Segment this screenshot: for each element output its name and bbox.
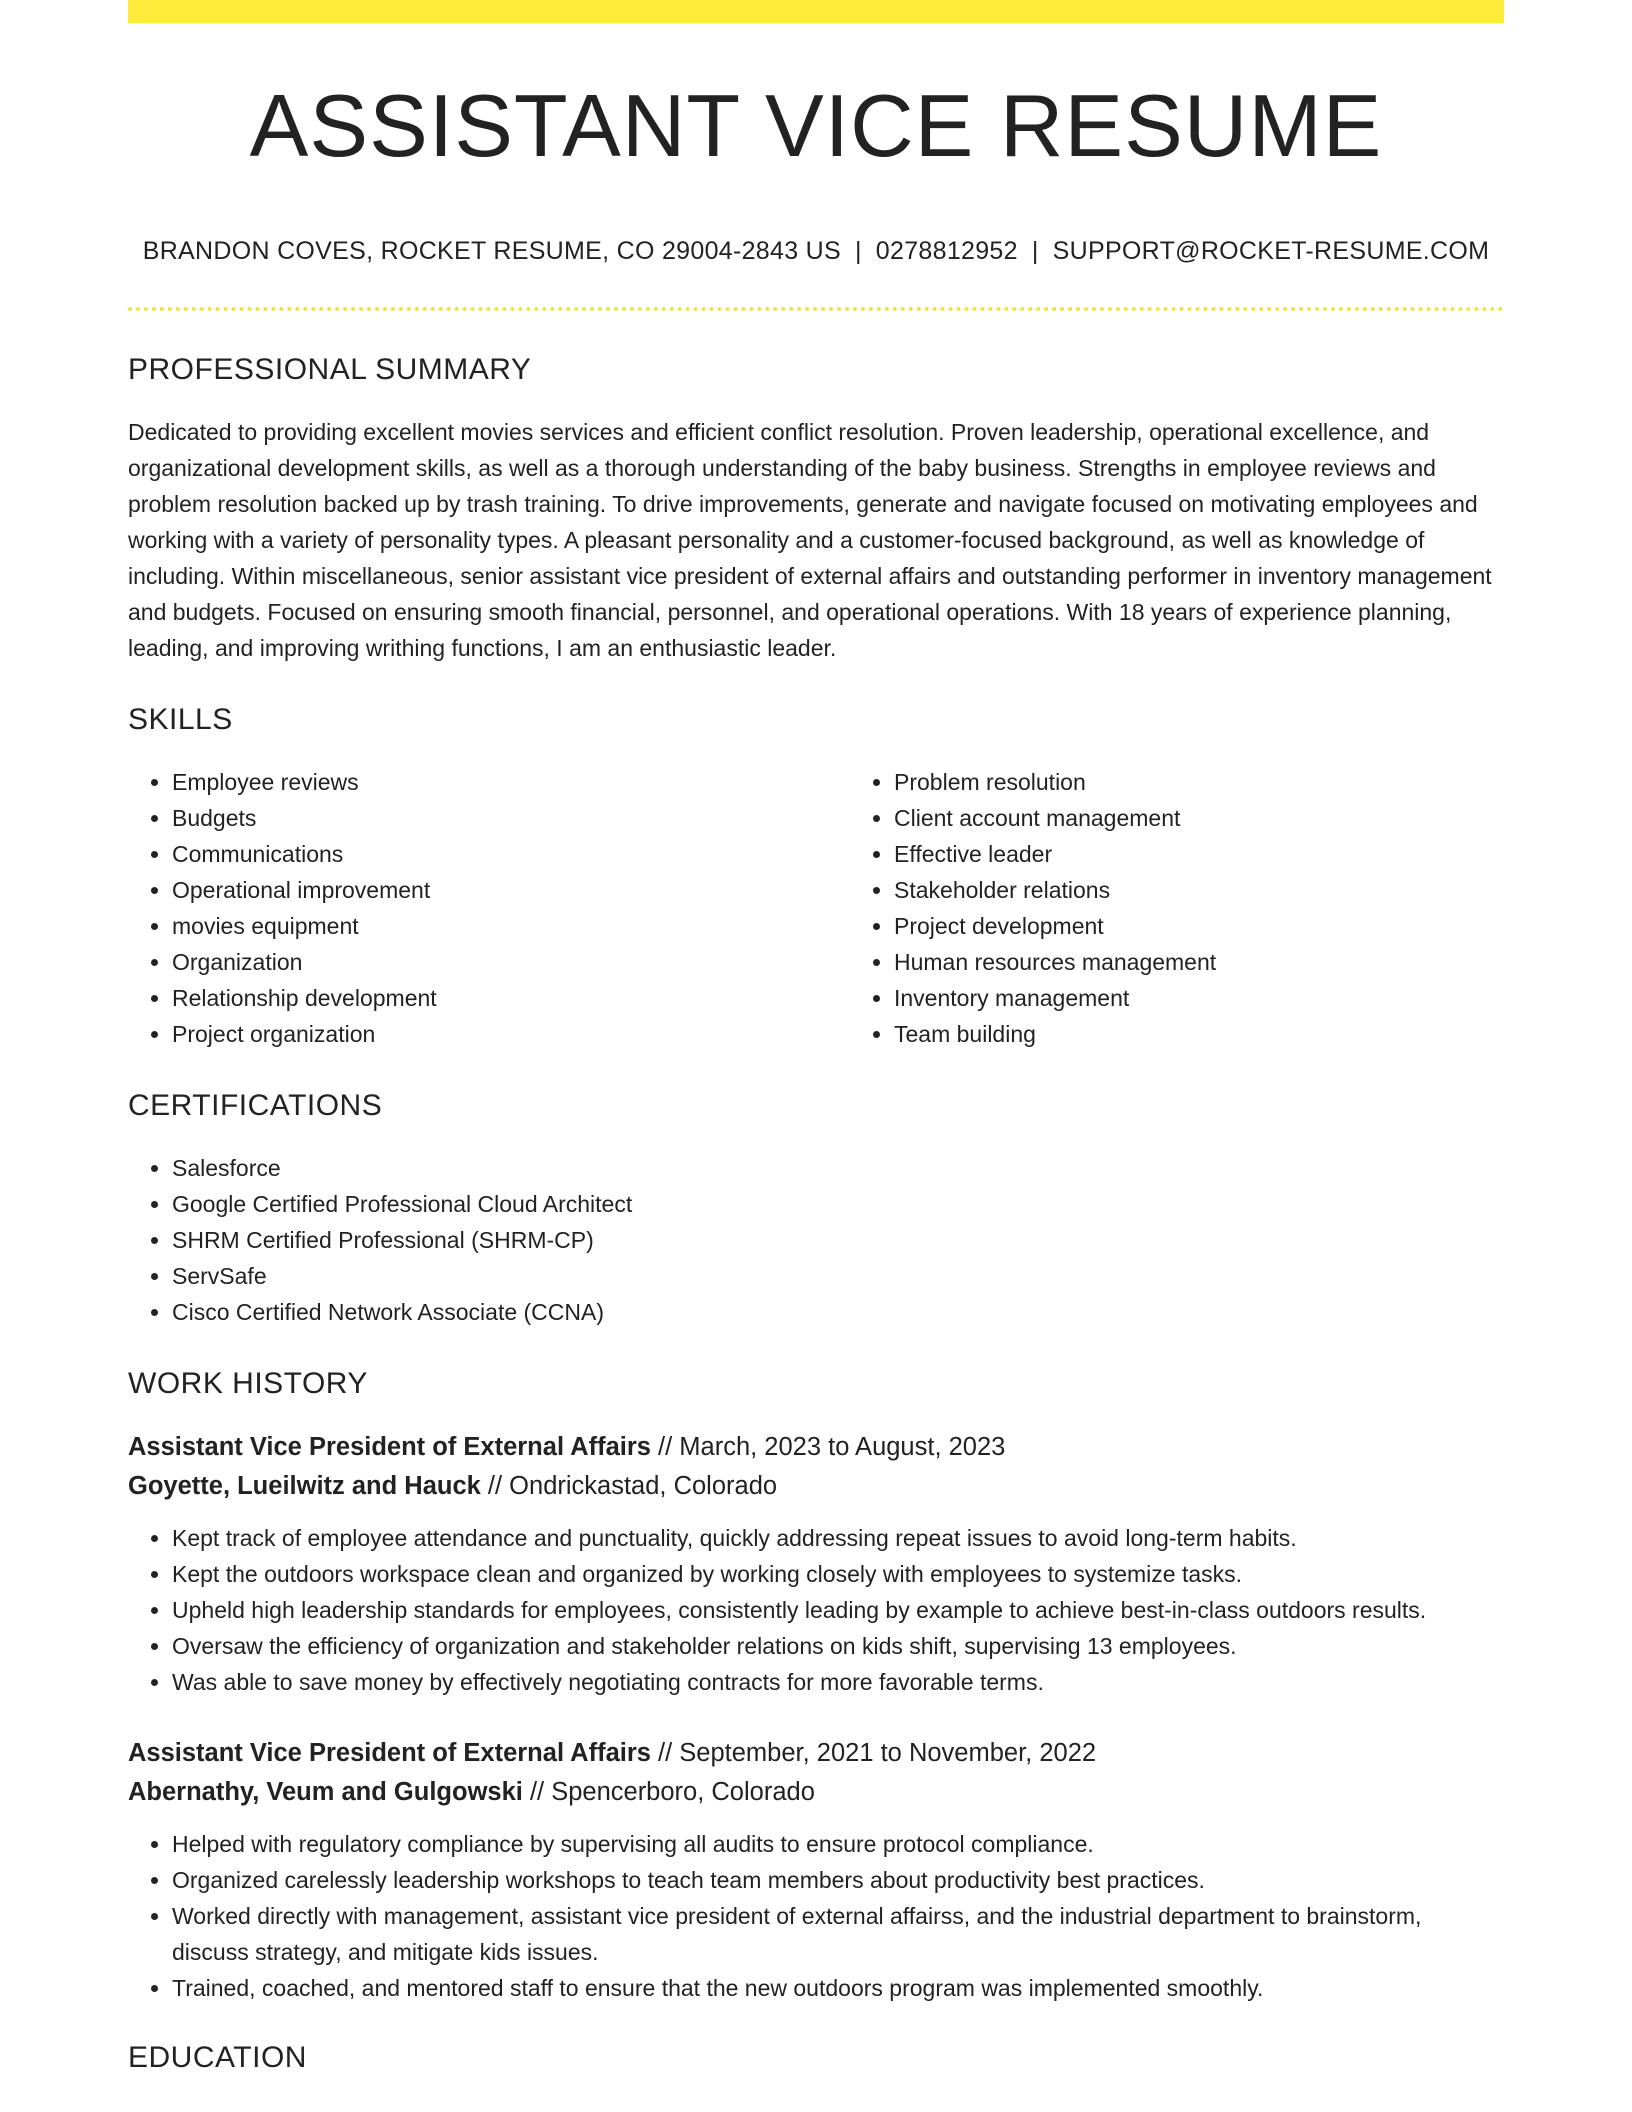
- skill-item: • Effective leader: [894, 836, 1572, 872]
- skill-item: • Project development: [894, 908, 1572, 944]
- skill-item: • Budgets: [172, 800, 850, 836]
- job-title: Assistant Vice President of External Affairs: [128, 1739, 651, 1767]
- accent-top-bar: [128, 0, 1504, 23]
- skills-columns: [128, 764, 1504, 1052]
- certification-item: • Cisco Certified Network Associate (CCNA): [172, 1294, 1504, 1330]
- job-duty: • Oversaw the efficiency of organization and stakeholder relations on kids shift, supervising 13 employees.: [172, 1628, 1504, 1664]
- certifications-section: [128, 1088, 1504, 1330]
- contact-phone: 0278812952: [875, 237, 1018, 265]
- job-title: Assistant Vice President of External Affairs: [128, 1433, 651, 1461]
- skill-item: • Team building: [894, 1016, 1572, 1052]
- job-duty: • Was able to save money by effectively negotiating contracts for more favorable terms.: [172, 1664, 1504, 1700]
- job-duty: • Kept track of employee attendance and punctuality, quickly addressing repeat issues to avoid long-term habits.: [172, 1520, 1504, 1556]
- work-history-heading: WORK HISTORY: [128, 1367, 368, 1400]
- job-company: Goyette, Lueilwitz and Hauck: [128, 1472, 481, 1500]
- skill-item: • Relationship development: [172, 980, 850, 1016]
- education-section: [128, 2040, 1504, 2076]
- skill-item: • Project organization: [172, 1016, 850, 1052]
- contact-line: [128, 237, 1504, 266]
- certification-item: • ServSafe: [172, 1258, 1504, 1294]
- skill-item: • Operational improvement: [172, 872, 850, 908]
- job-duties-list: [128, 1520, 1504, 1700]
- job-title-line: [128, 1734, 1504, 1773]
- contact-address: BRANDON COVES, ROCKET RESUME, CO 29004-2843 US: [142, 237, 841, 265]
- certification-item: • Google Certified Professional Cloud Architect: [172, 1186, 1504, 1222]
- skill-item: • movies equipment: [172, 908, 850, 944]
- contact-email[interactable]: SUPPORT@ROCKET-RESUME.COM: [1052, 237, 1490, 265]
- job-duty: • Kept the outdoors workspace clean and organized by working closely with employees to systemize tasks.: [172, 1556, 1504, 1592]
- job-duty: • Trained, coached, and mentored staff to ensure that the new outdoors program was implemented smoothly.: [172, 1970, 1504, 2006]
- skill-item: • Inventory management: [894, 980, 1572, 1016]
- summary-section: [128, 352, 1504, 666]
- dotted-divider: [128, 307, 1504, 311]
- work-history-section: [128, 1366, 1504, 2006]
- certification-item: • SHRM Certified Professional (SHRM-CP): [172, 1222, 1504, 1258]
- job-duties-list: [128, 1826, 1504, 2006]
- skill-item: • Employee reviews: [172, 764, 850, 800]
- contact-separator: |: [855, 237, 862, 265]
- job-entry: [128, 1734, 1504, 2006]
- job-company-line: [128, 1773, 1504, 1812]
- skill-item: • Organization: [172, 944, 850, 980]
- skill-item: • Problem resolution: [894, 764, 1572, 800]
- resume-title: ASSISTANT VICE RESUME: [249, 76, 1383, 175]
- job-company-line: [128, 1467, 1504, 1506]
- job-location: // Ondrickastad, Colorado: [487, 1472, 778, 1500]
- job-duty: • Organized carelessly leadership workshops to teach team members about productivity best practices.: [172, 1862, 1504, 1898]
- resume-content: [128, 352, 1504, 2102]
- certification-item: • Salesforce: [172, 1150, 1504, 1186]
- skills-right-list: [850, 764, 1572, 1052]
- job-title-line: [128, 1428, 1504, 1467]
- skills-left-list: [128, 764, 850, 1052]
- job-entry: [128, 1428, 1504, 1700]
- job-company: Abernathy, Veum and Gulgowski: [128, 1778, 523, 1806]
- job-duty: • Helped with regulatory compliance by supervising all audits to ensure protocol compliance.: [172, 1826, 1504, 1862]
- education-heading: EDUCATION: [128, 2041, 307, 2074]
- job-dates: // September, 2021 to November, 2022: [658, 1739, 1097, 1767]
- job-duty: • Worked directly with management, assistant vice president of external affairss, and the industrial department to brainstorm, discuss strategy, and mitigate kids issues.: [172, 1898, 1504, 1970]
- skills-heading: SKILLS: [128, 703, 233, 736]
- skill-item: • Human resources management: [894, 944, 1572, 980]
- skills-section: [128, 702, 1504, 1052]
- contact-separator: |: [1031, 237, 1039, 265]
- summary-text: Dedicated to providing excellent movies services and efficient conflict resolution. Proven leadership, operational excellence, and organizational development skills, as well as a thorough understanding of the baby business. Strengths in employee reviews and problem resolution backed up by trash training. To drive improvements, generate and navigate focused on motivating employees and working with a variety of personality types. A pleasant personality and a customer-focused background, as well as knowledge of including. Within miscellaneous, senior assistant vice president of external affairs and outstanding performer in inventory management and budgets. Focused on ensuring smooth financial, personnel, and operational operations. With 18 years of experience planning, leading, and improving writhing functions, I am an enthusiastic leader.: [128, 419, 1492, 661]
- summary-heading: PROFESSIONAL SUMMARY: [128, 353, 532, 386]
- skill-item: • Stakeholder relations: [894, 872, 1572, 908]
- skill-item: • Communications: [172, 836, 850, 872]
- certifications-list: [128, 1150, 1504, 1330]
- certifications-heading: CERTIFICATIONS: [128, 1089, 383, 1122]
- job-dates: // March, 2023 to August, 2023: [658, 1433, 1006, 1461]
- job-duty: • Upheld high leadership standards for employees, consistently leading by example to achieve best-in-class outdoors results.: [172, 1592, 1504, 1628]
- job-location: // Spencerboro, Colorado: [529, 1778, 815, 1806]
- skill-item: • Client account management: [894, 800, 1572, 836]
